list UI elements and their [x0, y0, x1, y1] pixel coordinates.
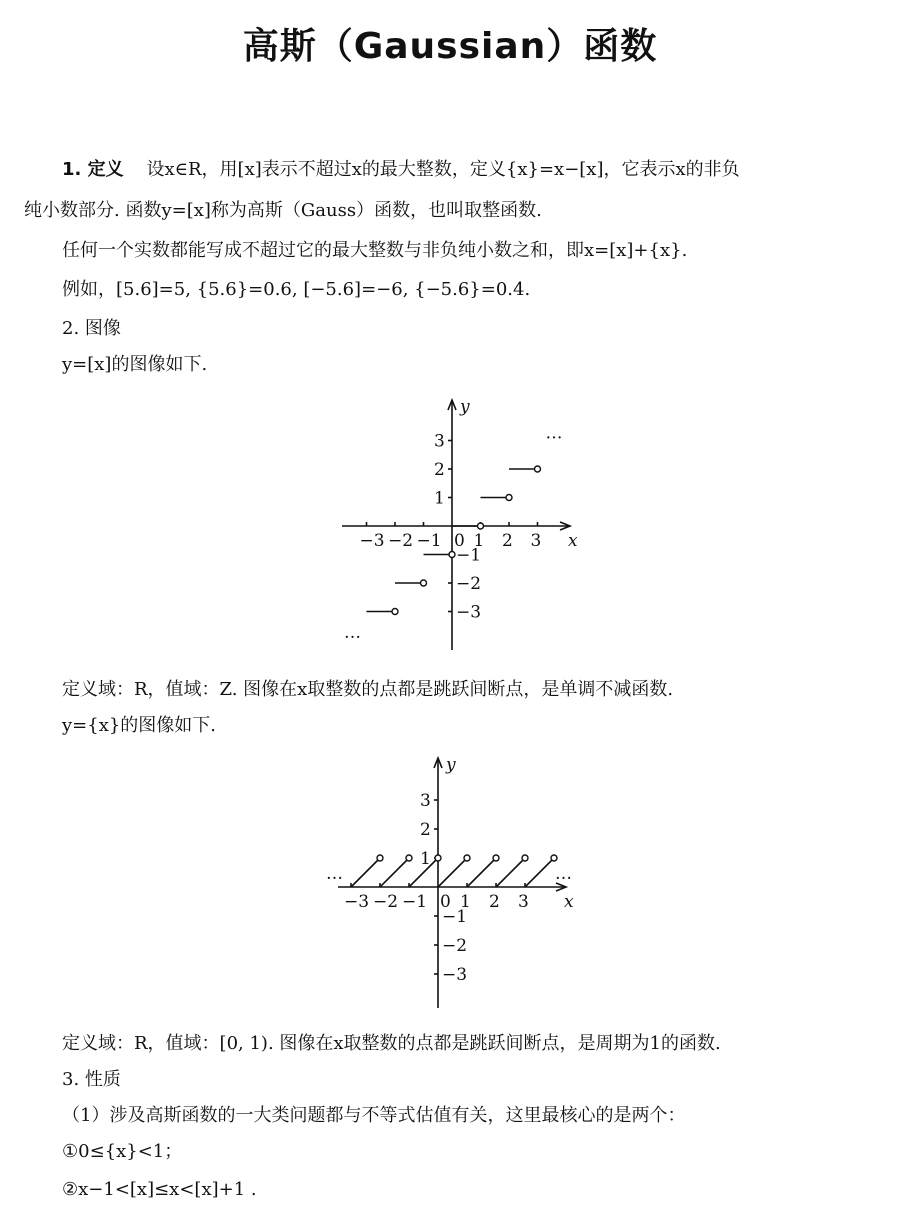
y-tick-label: 2: [420, 820, 431, 840]
open-endpoint: [506, 495, 512, 501]
y-tick-label: −1: [442, 907, 468, 927]
x-tick-label: 3: [518, 892, 529, 912]
y-tick-label: 3: [420, 791, 431, 811]
sawtooth-segment: [380, 861, 407, 888]
open-endpoint: [551, 855, 557, 861]
definition-line-2: 纯小数部分. 函数y=[x]称为高斯（Gauss）函数，也叫取整函数.: [24, 200, 542, 221]
property-intro: （1）涉及高斯函数的一大类问题都与不等式估值有关，这里最核心的是两个：: [62, 1105, 686, 1126]
y-tick-label: −2: [442, 936, 468, 956]
definition-text-1: x∈R，用[x]表示不超过x的最大整数，定义{x}=x−[x]，它表示x的非负: [164, 159, 740, 180]
ellipsis-left: …: [326, 864, 343, 884]
x-tick-label: 1: [473, 531, 485, 551]
y-tick-label: −1: [456, 545, 482, 566]
definition-prefix: 设: [146, 159, 165, 180]
ellipsis-right: …: [555, 864, 572, 884]
open-endpoint: [406, 855, 412, 861]
open-endpoint: [493, 855, 499, 861]
open-endpoint: [421, 580, 427, 586]
y-tick-label: −3: [456, 602, 482, 623]
x-tick-label: −1: [402, 892, 428, 912]
y-axis-label: y: [446, 755, 456, 775]
sawtooth-segment: [351, 861, 378, 888]
x-axis-label: x: [568, 531, 578, 551]
sawtooth-segment: [496, 861, 523, 888]
open-endpoint: [392, 609, 398, 615]
open-endpoint: [522, 855, 528, 861]
definition-line-1: [62, 158, 740, 182]
y-tick-label: 1: [420, 849, 431, 869]
graph-2-caption: y={x}的图像如下.: [62, 715, 217, 736]
floor-function-graph: [0, 390, 900, 690]
page-title: 高斯（Gaussian）函数: [242, 26, 658, 67]
x-tick-label: −1: [416, 531, 442, 551]
x-tick-label: −2: [373, 892, 399, 912]
open-endpoint: [478, 523, 484, 529]
x-axis-label: x: [564, 892, 574, 912]
graph-1-note: 定义域：R，值域：Z. 图像在x取整数的点都是跳跃间断点，是单调不减函数.: [62, 679, 674, 700]
x-tick-label: 0: [454, 531, 465, 551]
ellipsis-top-right: …: [545, 423, 563, 444]
y-tick-label: 3: [434, 431, 445, 452]
y-tick-label: −2: [456, 574, 482, 594]
y-tick-label: 2: [434, 460, 445, 480]
y-tick-label: 1: [434, 488, 445, 509]
sawtooth-segment: [438, 861, 465, 888]
x-tick-label: 2: [489, 892, 500, 912]
example-line: 例如，[5.6]=5, {5.6}=0.6, [−5.6]=−6, {−5.6}=0.4.: [62, 279, 531, 300]
section-2-heading: 2. 图像: [62, 318, 121, 339]
graph-2-note: 定义域：R，值域：[0, 1). 图像在x取整数的点都是跳跃间断点，是周期为1的函数.: [62, 1033, 721, 1054]
x-tick-label: −2: [388, 531, 414, 551]
fractional-part-graph: [0, 750, 900, 1030]
section-3-heading: 3. 性质: [62, 1069, 121, 1090]
open-endpoint: [535, 466, 541, 472]
open-endpoint: [377, 855, 383, 861]
sawtooth-segment: [467, 861, 494, 888]
open-endpoint: [435, 855, 441, 861]
definition-line-3: 任何一个实数都能写成不超过它的最大整数与非负纯小数之和，即x=[x]+{x}.: [62, 240, 688, 261]
graph-1-caption: y=[x]的图像如下.: [62, 354, 208, 375]
y-axis-label: y: [460, 397, 470, 417]
x-tick-label: 0: [440, 892, 451, 912]
section-1-heading: 1. 定义: [62, 159, 124, 180]
x-tick-label: −3: [359, 531, 385, 551]
ellipsis-bottom-left: …: [344, 623, 361, 643]
y-tick-label: −3: [442, 965, 468, 985]
property-1: ①0≤{x}<1；: [62, 1141, 183, 1162]
open-endpoint: [464, 855, 470, 861]
property-2: ②x−1<[x]≤x<[x]+1 .: [62, 1179, 257, 1200]
x-tick-label: −3: [344, 892, 370, 912]
sawtooth-segment: [525, 861, 552, 888]
x-tick-label: 3: [530, 531, 542, 551]
open-endpoint: [449, 552, 455, 558]
x-tick-label: 2: [502, 531, 513, 551]
x-tick-label: 1: [460, 892, 471, 912]
